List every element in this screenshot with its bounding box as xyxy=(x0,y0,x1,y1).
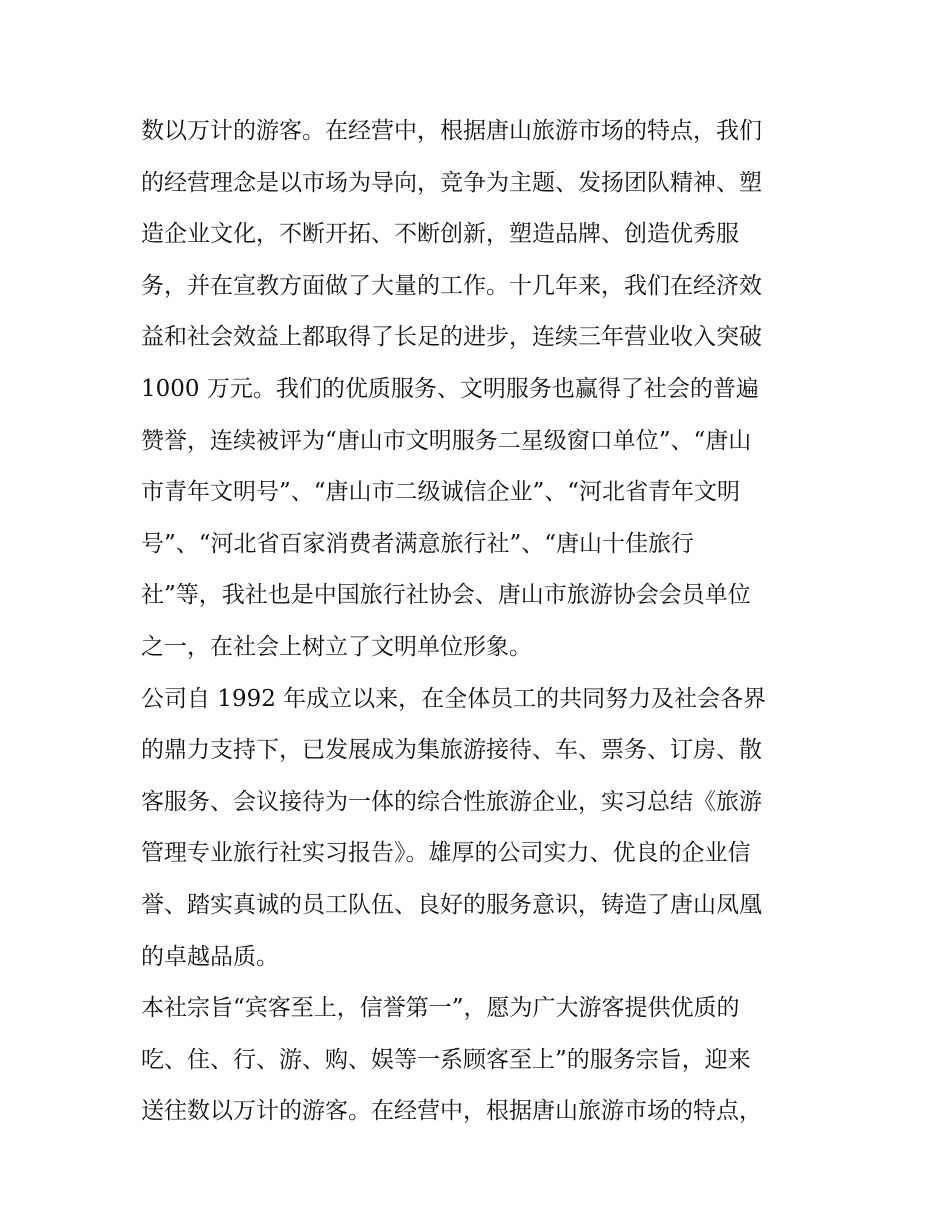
text-line: 的鼎力支持下，已发展成为集旅游接待、车、票务、订房、散 xyxy=(141,737,762,764)
text-line: 的卓越品质。 xyxy=(141,943,279,970)
text-line: 公司自 1992 年成立以来，在全体员工的共同努力及社会各界 xyxy=(141,685,767,712)
text-line: 管理专业旅行社实习报告》。雄厚的公司实力、优良的企业信 xyxy=(141,840,751,867)
text-line: 务，并在宣教方面做了大量的工作。十几年来，我们在经济效 xyxy=(141,272,762,299)
text-line: 社”等，我社也是中国旅行社协会、唐山市旅游协会会员单位 xyxy=(141,582,751,609)
text-line: 本社宗旨“宾客至上，信誉第一”，愿为广大游客提供优质的 xyxy=(141,995,740,1022)
text-line: 赞誉，连续被评为“唐山市文明服务二星级窗口单位”、“唐山 xyxy=(141,427,752,454)
body-text xyxy=(141,106,821,1138)
text-line: 的经营理念是以市场为导向，竞争为主题、发扬团队精神、塑 xyxy=(141,169,762,196)
text-line: 数以万计的游客。在经营中，根据唐山旅游市场的特点，我们 xyxy=(141,118,762,144)
text-line: 送往数以万计的游客。在经营中，根据唐山旅游市场的特点， xyxy=(141,1098,762,1125)
text-line: 誉、踏实真诚的员工队伍、良好的服务意识，铸造了唐山凤凰 xyxy=(141,891,762,918)
text-line: 吃、住、行、游、购、娱等一系顾客至上”的服务宗旨，迎来 xyxy=(141,1046,751,1073)
text-line: 之一，在社会上树立了文明单位形象。 xyxy=(141,633,532,660)
text-line: 客服务、会议接待为一体的综合性旅游企业，实习总结《旅游 xyxy=(141,788,762,815)
text-line: 造企业文化，不断开拓、不断创新，塑造品牌、创造优秀服 xyxy=(141,221,739,248)
text-line: 号”、“河北省百家消费者满意旅行社”、“唐山十佳旅行 xyxy=(141,530,695,557)
text-line: 益和社会效益上都取得了长足的进步，连续三年营业收入突破 xyxy=(141,324,762,351)
text-line: 1000 万元。我们的优质服务、文明服务也赢得了社会的普遍 xyxy=(141,375,759,402)
text-line: 市青年文明号”、“唐山市二级诚信企业”、“河北省青年文明 xyxy=(141,479,741,506)
